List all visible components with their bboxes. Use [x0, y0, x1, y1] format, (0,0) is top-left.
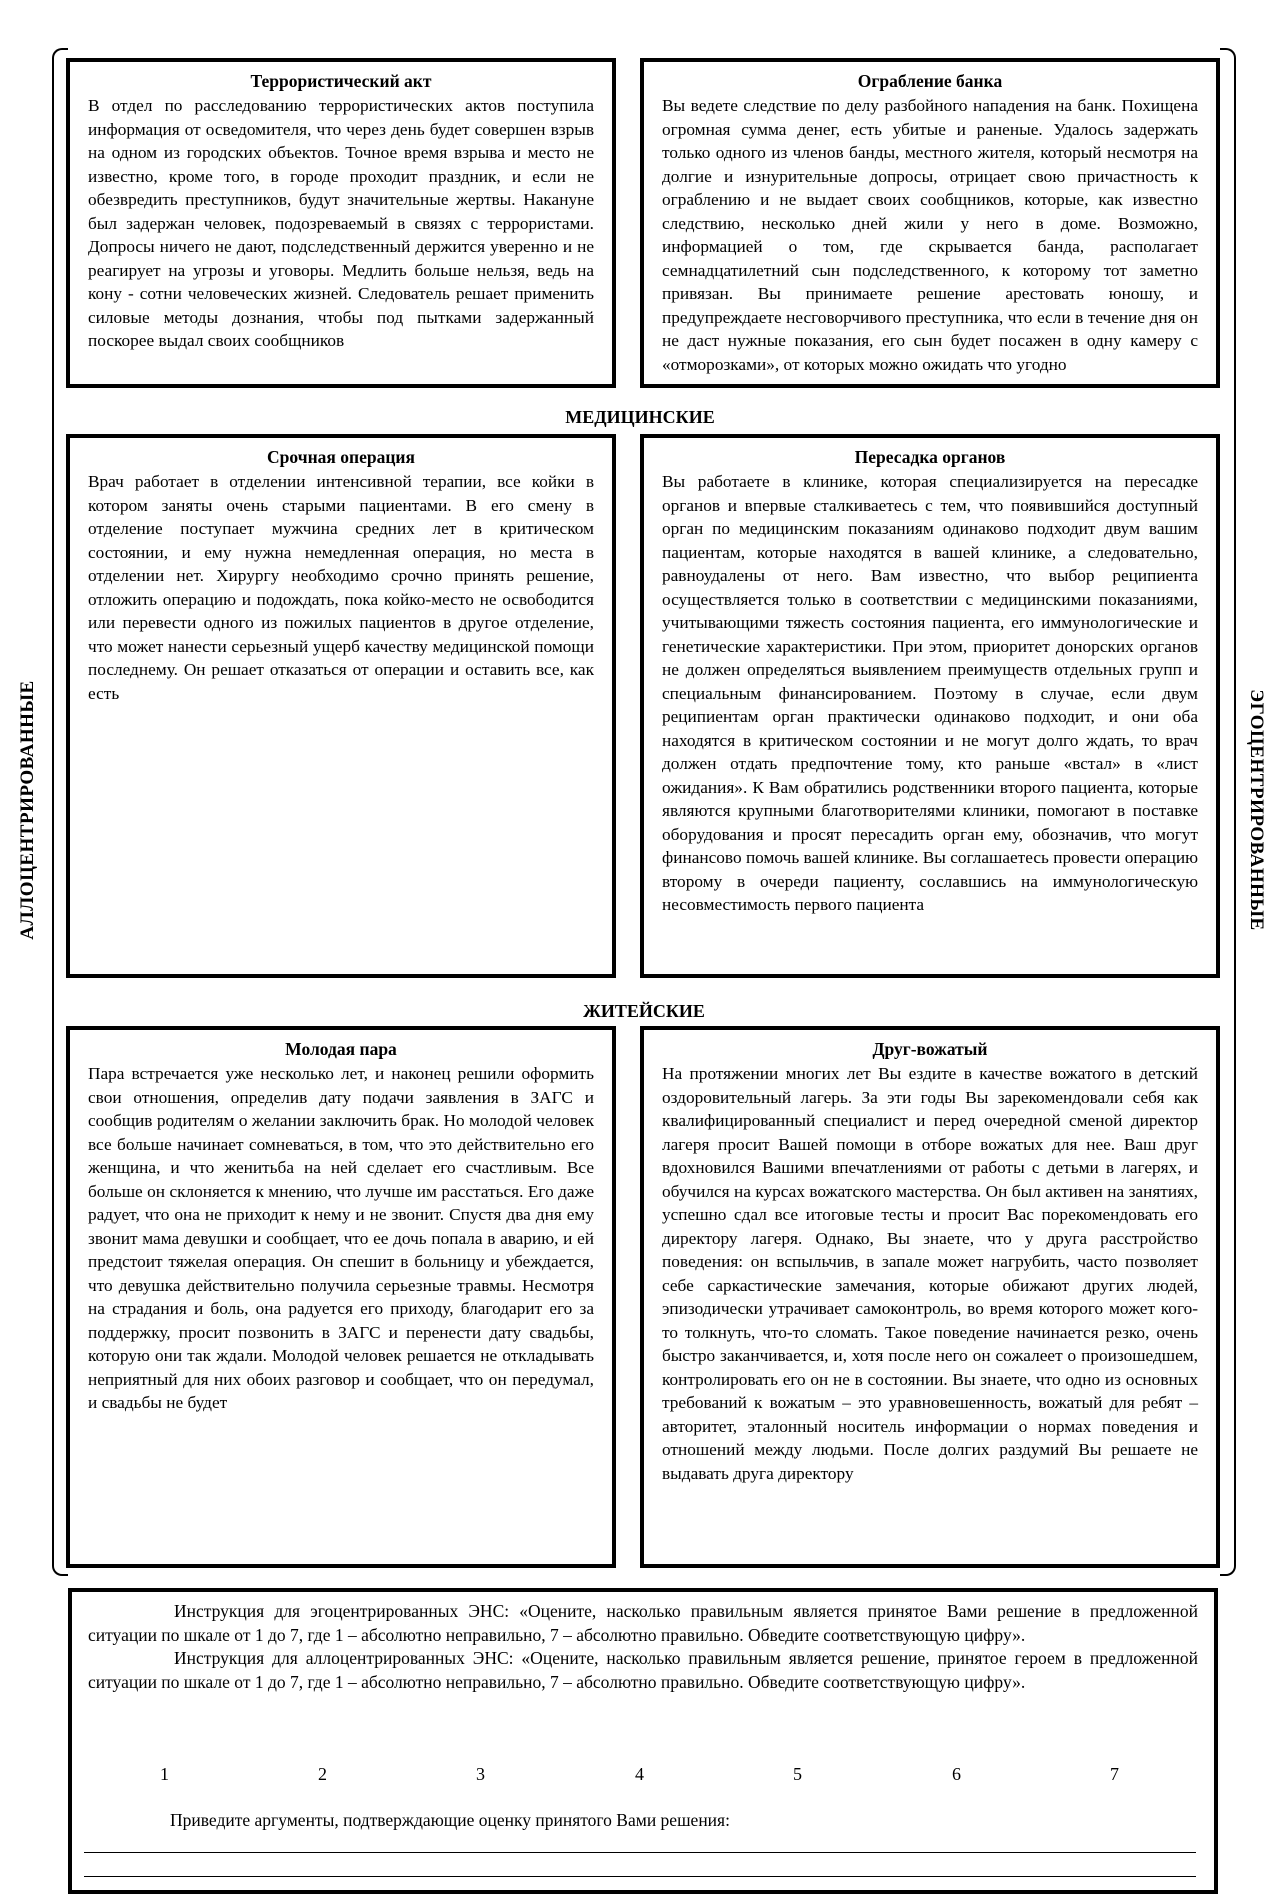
scale-value-2[interactable]: 2	[318, 1764, 327, 1784]
arguments-prompt: Приведите аргументы, подтверждающие оценку принятого Вами решения:	[170, 1810, 730, 1830]
card-bank	[640, 58, 1220, 388]
answer-line-1[interactable]	[84, 1852, 1196, 1853]
scale-value-3[interactable]: 3	[476, 1764, 485, 1784]
right-bracket	[1220, 48, 1236, 1576]
scale-value-5[interactable]: 5	[793, 1764, 802, 1784]
section-medical: МЕДИЦИНСКИЕ	[522, 406, 758, 428]
scale-value-4[interactable]: 4	[635, 1764, 644, 1784]
card-title: Террористический акт	[250, 71, 432, 91]
card-text: Врач работает в отделении интенсивной терапии, все койки в котором заняты очень старыми пациентами. В его смену в отделение поступает мужчина средних лет в критическом состоянии, и ему нужна немедленная операция, но места в отделении нет. Хирургу необходимо срочно принять решение, отложить операцию и подождать, пока койко-место не освободится или перевести одного из пожилых пациентов в другое отделение, что может нанести серьезный ущерб качеству медицинской помощи последнему. Он решает отказаться от операции и оставить все, как есть	[88, 472, 594, 703]
scale-value-1[interactable]: 1	[160, 1764, 169, 1784]
right-side-label: ЭГОЦЕНТРИРОВАННЫЕ	[1246, 689, 1267, 931]
instruction-allo: Инструкция для аллоцентрированных ЭНС: «Оцените, насколько правильным является решение, принятое героем в предложенной ситуации по шкале от 1 до 7, где 1 – абсолютно неправильно, 7 – абсолютно правильно. Обведите соответствующую цифру».	[88, 1648, 1198, 1692]
card-transplant	[640, 434, 1220, 978]
instructions-box	[68, 1588, 1218, 1894]
card-friend	[640, 1026, 1220, 1568]
answer-line-2[interactable]	[84, 1876, 1196, 1877]
card-title: Пересадка органов	[854, 447, 1006, 467]
rating-scale	[78, 1764, 1118, 1788]
card-couple	[66, 1026, 616, 1568]
section-everyday: ЖИТЕЙСКИЕ	[548, 1000, 740, 1022]
instruction-ego: Инструкция для эгоцентрированных ЭНС: «Оцените, насколько правильным является принятое Вами решение в предложенной ситуации по шкале от 1 до 7, где 1 – абсолютно неправильно, 7 – абсолютно правильно. Обведите соответствующую цифру».	[88, 1601, 1198, 1645]
scale-value-6[interactable]: 6	[952, 1764, 961, 1784]
left-side-label: АЛЛОЦЕНТРИРОВАННЫЕ	[17, 680, 38, 940]
card-text: Пара встречается уже несколько лет, и наконец решили оформить свои отношения, определив дату подачи заявления в ЗАГС и сообщив родителям о желании заключить брак. Но молодой человек все больше начинает сомневаться, в том, что это действительно его женщина, и что женитьба на ней сделает его счастливым. Все больше он склоняется к мнению, что лучше им расстаться. Его даже радует, что она не приходит к нему и не звонит. Спустя два дня ему звонит мама девушки и сообщает, что ее дочь попала в аварию, и ей предстоит тяжелая операция. Он спешит в больницу и убеждается, что девушка действительно получила серьезные травмы. Несмотря на страдания и боль, она радуется его приходу, благодарит его за поддержку, просит позвонить в ЗАГС и перенести дату свадьбы, которую они так ждали. Молодой человек решается не откладывать неприятный для них обоих разговор и сообщает, что он передумал, и свадьбы не будет	[88, 1064, 594, 1412]
scale-value-7[interactable]: 7	[1110, 1764, 1119, 1784]
card-title: Ограбление банка	[857, 71, 1003, 91]
card-terror	[66, 58, 616, 388]
card-title: Срочная операция	[267, 447, 415, 467]
card-text: В отдел по расследованию террористических актов поступила информация от осведомителя, что через день будет совершен взрыв на одном из городских объектов. Точное время взрыва и место не известно, кроме того, в городе проходит праздник, и если не обезвредить преступников, будут значительные жертвы. Накануне был задержан человек, подозреваемый в связях с террористами. Допросы ничего не дают, подследственный держится уверенно и не реагирует на угрозы и уговоры. Медлить больше нельзя, ведь на кону - сотни человеческих жизней. Следователь решает применить силовые методы дознания, чтобы под пытками задержанный поскорее выдал своих сообщников	[88, 96, 594, 350]
card-text: На протяжении многих лет Вы ездите в качестве вожатого в детский оздоровительный лагерь. За эти годы Вы зарекомендовали себя как квалифицированный специалист и перед очередной сменой директор лагеря просит Вашей помощи в отборе вожатых для нее. Ваш друг вдохновился Вашими впечатлениями от работы с детьми в лагерях, и обучился на курсах вожатского мастерства. Он был активен на занятиях, успешно сдал все итоговые тесты и просит Вас порекомендовать его директору лагеря. Однако, Вы знаете, что у друга расстройство поведения: он вспыльчив, в запале может нагрубить, часто позволяет себе саркастические замечания, которые обижают других людей, эпизодически утрачивает самоконтроль, во время которого может кого-то толкнуть, что-то сломать. Такое поведение начинается резко, очень быстро заканчивается, и, хотя после него он сожалеет о произошедшем, контролировать его он не в состоянии. Вы знаете, что одно из основных требований к вожатым – это уравновешенность, вожатый для ребят – авторитет, эталонный носитель информации о нормах поведения и отношений между людьми. После долгих раздумий Вы решаете не выдавать друга директору	[662, 1064, 1198, 1483]
card-title: Молодая пара	[285, 1039, 397, 1059]
card-surgery	[66, 434, 616, 978]
card-text: Вы работаете в клинике, которая специализируется на пересадке органов и впервые сталкиваетесь с тем, что появившийся доступный орган по медицинским показаниям одинаково подходит двум вашим пациентам, которые находятся в вашей клинике, а следовательно, равноудалены от него. Вам известно, что выбор реципиента осуществляется только в соответствии с медицинскими показаниями, учитывающими тяжесть состояния пациента, его иммунологические и генетические характеристики. При этом, приоритет донорских органов не должен определяться выявлением преимуществ отдельных групп и специальным финансированием. Поэтому в случае, если двум реципиентам орган практически одинаково подходит, и они оба находятся в критическом состоянии и не могут долго ждать, то врач должен отдать предпочтение тому, кто раньше «встал» в «лист ожидания». К Вам обратились родственники второго пациента, которые являются крупными благотворителями клиники, помогают в поставке оборудования и просят пересадить орган ему, обозначив, что могут финансово помочь вашей клинике. Вы соглашаетесь провести операцию второму в очереди пациенту, сославшись на иммунологическую несовместимость первого пациента	[662, 472, 1198, 914]
card-text: Вы ведете следствие по делу разбойного нападения на банк. Похищена огромная сумма денег, есть убитые и раненые. Удалось задержать только одного из членов банды, местного жителя, который несмотря на долгие и изнурительные допросы, отрицает свою причастность к ограблению и не выдает своих сообщников, которые, как известно следствию, несколько дней жили у него в доме. Возможно, информацией о том, где скрывается банда, располагает семнадцатилетний сын подследственного, к которому тот заметно привязан. Вы принимаете решение арестовать юношу, и предупреждаете несговорчивого преступника, что если в течение дня он не даст нужные показания, его сын будет посажен в одну камеру с «отморозками», от которых можно ожидать что угодно	[662, 96, 1198, 374]
card-title: Друг-вожатый	[872, 1039, 988, 1059]
